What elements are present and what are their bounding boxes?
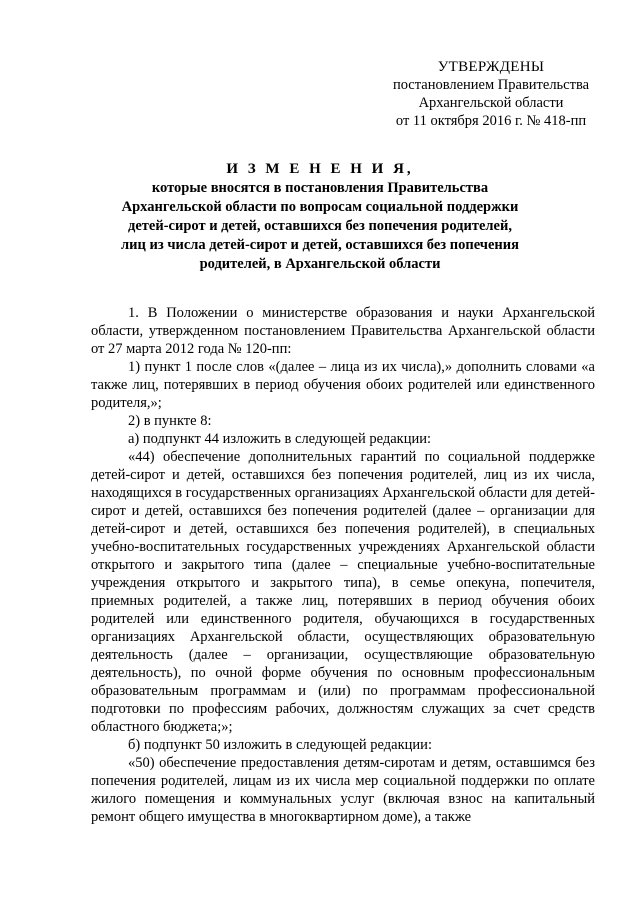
title-line: родителей, в Архангельской области [199,256,441,272]
approval-heading: УТВЕРЖДЕНЫ [437,59,545,75]
document-title [90,160,550,274]
paragraph: 2) в пункте 8: [128,413,212,429]
paragraph: «50) обеспечение предоставления детям-сиротам и детям, оставшимся без попечения родителей, лицам из их числа мер социальной поддержки по оплате жилого помещения и коммунальных услуг (включая взнос на капитальный ремонт общего имущества в многоквартирном доме), а также [91,755,595,825]
document-body [91,304,595,826]
title-line: Архангельской области по вопросам социальной поддержки [121,199,519,215]
paragraph: 1. В Положении о министерстве образования и науки Архангельской области, утвержденном постановлением Правительства Архангельской области от 27 марта 2012 года № 120-пп: [91,305,595,357]
approval-line: Архангельской области [418,95,564,111]
approval-date-line: от 11 октября 2016 г. № 418-пп [395,113,587,129]
title-line: которые вносятся в постановления Правительства [151,180,489,196]
title-line: детей-сирот и детей, оставшихся без попечения родителей, [128,218,512,234]
paragraph: «44) обеспечение дополнительных гарантий по социальной поддержке детей-сирот и детей, оставшихся без попечения родителей, лиц из их числа, находящихся в государственных организациях Архангельской области для детей-сирот и детей, оставшихся без попечения родителей (далее – организации для детей-сирот и детей, оставшихся без попечения родителей), в специальных учебно-воспитательных государственных учреждениях Архангельской области открытого и закрытого типа (далее – специальные учебно-воспитательные учреждения открытого и закрытого типа), в семье опекуна, попечителя, приемных родителей, а также лиц, потерявших в период обучения обоих родителей или единственного родителя, обучающихся в государственных организациях Архангельской области, осуществляющих образовательную деятельность (далее – организации, осуществляющие образовательную деятельность), по очной форме обучения по основным профессиональным образовательным программам и (или) по программам профессиональной подготовки по профессиям рабочих, должностям служащих за счет средств областного бюджета;»; [91,449,595,735]
approval-line: постановлением Правительства [392,77,590,93]
title-word: И З М Е Н Е Н И Я, [226,161,414,177]
paragraph: а) подпункт 44 изложить в следующей редакции: [128,431,432,447]
paragraph: б) подпункт 50 изложить в следующей редакции: [128,737,432,753]
paragraph: 1) пункт 1 после слов «(далее – лица из их числа),» дополнить словами «а также лиц, потерявших в период обучения обоих родителей или единственного родителя,»; [91,359,595,411]
approval-stamp [380,58,602,130]
title-line: лиц из числа детей-сирот и детей, оставшихся без попечения [121,237,519,253]
